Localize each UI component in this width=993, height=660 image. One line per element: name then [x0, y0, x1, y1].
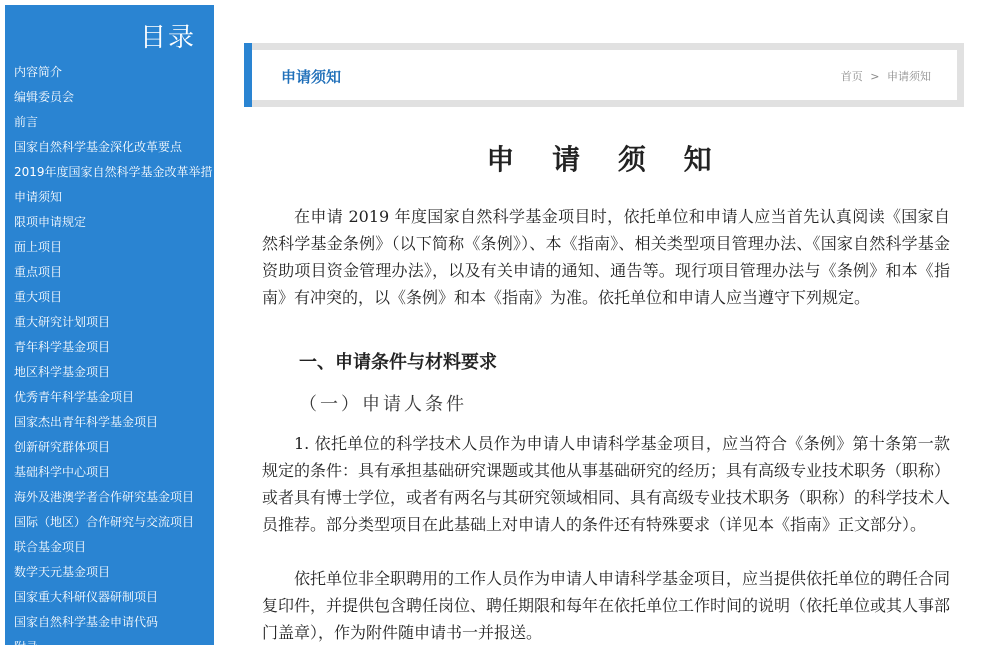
toc-item[interactable]: 前言 [14, 115, 39, 129]
breadcrumb-separator: > [870, 70, 880, 83]
toc-item[interactable]: 基础科学中心项目 [14, 465, 111, 479]
toc-item[interactable]: 重点项目 [14, 265, 63, 279]
paragraph-2: 依托单位非全职聘用的工作人员作为申请人申请科学基金项目，应当提供依托单位的聘任合同复印件，并提供包含聘任岗位、聘任期限和每年在依托单位工作时间的说明（依托单位或其人事部门盖章），作为附件随申请书一并报送。 [262, 569, 951, 642]
toc-item[interactable]: 2019年度国家自然科学基金改革举措 [14, 165, 213, 179]
toc-item[interactable]: 限项申请规定 [14, 215, 87, 229]
toc-item[interactable]: 数学天元基金项目 [14, 565, 111, 579]
toc-item[interactable]: 联合基金项目 [14, 540, 87, 554]
header-accent-bar [244, 43, 252, 107]
toc-item[interactable]: 地区科学基金项目 [14, 365, 111, 379]
breadcrumb [841, 68, 931, 84]
toc-item[interactable]: 创新研究群体项目 [14, 440, 111, 454]
toc-item[interactable]: 国家重大科研仪器研制项目 [14, 590, 159, 604]
toc-item[interactable]: 国际（地区）合作研究与交流项目 [14, 515, 195, 529]
toc-item[interactable]: 国家自然科学基金深化改革要点 [14, 140, 183, 154]
document-title: 申 请 须 知 [486, 143, 726, 176]
toc-item[interactable]: 编辑委员会 [14, 90, 75, 104]
section-title: 申请须知 [281, 68, 342, 86]
toc-item[interactable]: 重大研究计划项目 [14, 315, 111, 329]
toc-item[interactable]: 国家自然科学基金申请代码 [14, 615, 159, 629]
breadcrumb-current: 申请须知 [887, 70, 931, 83]
intro-paragraph: 在申请 2019 年度国家自然科学基金项目时，依托单位和申请人应当首先认真阅读《国家自然科学基金条例》（以下简称《条例》）、本《指南》、相关类型项目管理办法、《国家自然科学基金资助项目资金管理办法》，以及有关申请的通知、通告等。现行项目管理办法与《条例》和本《指南》有冲突的，以《条例》和本《指南》为准。依托单位和申请人应当遵守下列规定。 [262, 207, 950, 307]
toc-item[interactable]: 附录 [14, 640, 39, 654]
toc-item[interactable]: 内容简介 [14, 65, 63, 79]
toc-list [14, 60, 213, 660]
toc-item[interactable]: 申请须知 [14, 190, 63, 204]
toc-title: 目录 [139, 23, 196, 53]
heading-level-1: 一、申请条件与材料要求 [299, 352, 497, 373]
toc-item[interactable]: 青年科学基金项目 [14, 340, 111, 354]
heading-level-2: （一）申请人条件 [299, 394, 467, 415]
toc-item[interactable]: 面上项目 [14, 240, 63, 254]
paragraph-1: 1. 依托单位的科学技术人员作为申请人申请科学基金项目，应当符合《条例》第十条第一款规定的条件：具有承担基础研究课题或其他从事基础研究的经历；具有高级专业技术职务（职称）或者具有博士学位，或者有两名与其研究领域相同、具有高级专业技术职务（职称）的科学技术人员推荐。部分类型项目在此基础上对申请人的条件还有特殊要求（详见本《指南》正文部分）。 [262, 434, 951, 534]
toc-item[interactable]: 海外及港澳学者合作研究基金项目 [14, 490, 195, 504]
breadcrumb-home-link[interactable]: 首页 [840, 70, 863, 83]
sidebar-toc [5, 5, 214, 654]
toc-item[interactable]: 国家杰出青年科学基金项目 [14, 415, 159, 429]
section-header [244, 43, 964, 107]
toc-item[interactable]: 优秀青年科学基金项目 [14, 390, 135, 404]
header-inner [252, 50, 957, 100]
toc-item[interactable]: 重大项目 [14, 290, 63, 304]
